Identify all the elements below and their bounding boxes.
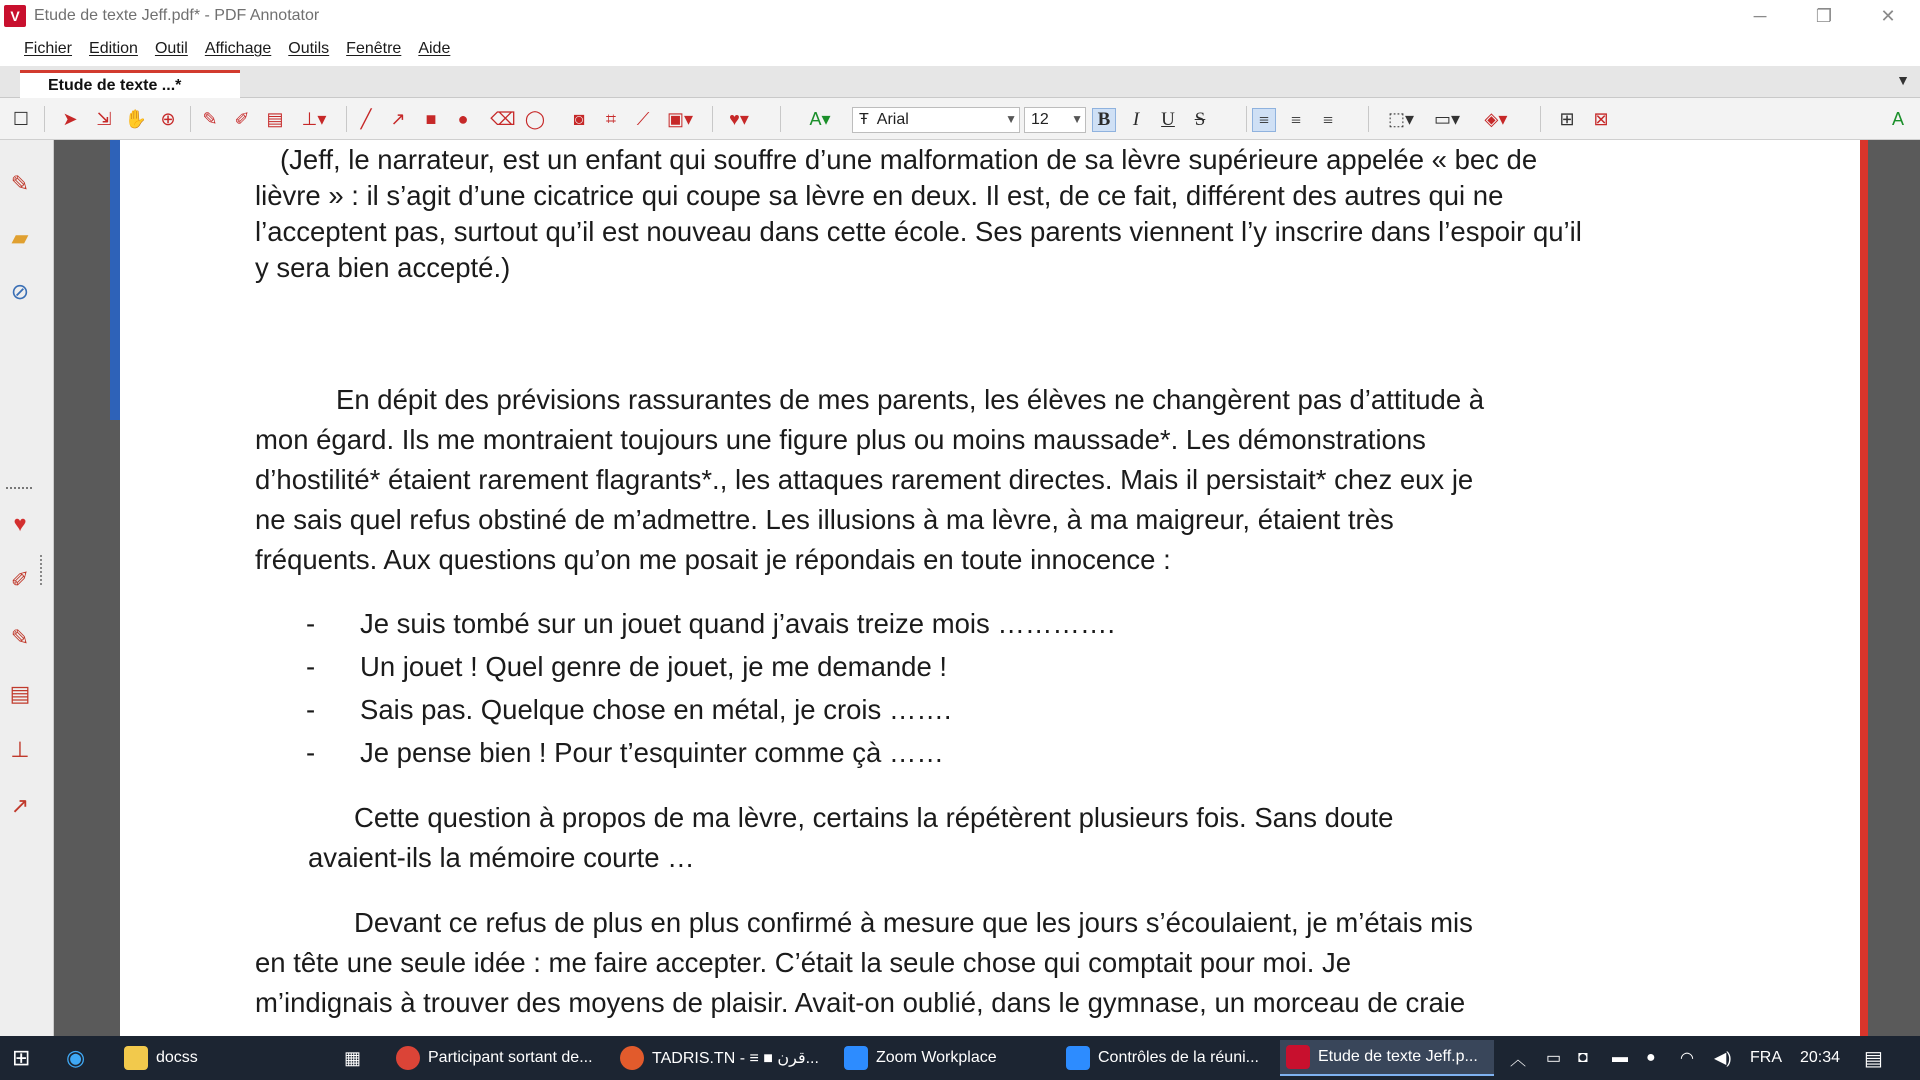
eraser-icon[interactable]: ⌫ (490, 108, 516, 129)
stamp-tool-icon[interactable]: ⊥ (10, 737, 30, 762)
crop-icon[interactable]: ⌗ (605, 108, 617, 129)
toolbar-separator (190, 106, 191, 132)
taskbar-item-docss[interactable] (118, 1040, 338, 1076)
intro-line-4: y sera bien accepté.) (255, 252, 511, 283)
para2-line-1: Cette question à propos de ma lèvre, certains la répétèrent plusieurs fois. Sans doute (354, 802, 1394, 833)
bold-button[interactable]: B (1092, 108, 1116, 132)
menu-edition[interactable]: Edition (89, 40, 138, 57)
para3-line-1: Devant ce refus de plus en plus confirmé à mesure que les jours s’écoulaient, je m’étais mis (354, 907, 1473, 938)
dialogue-line-2: Un jouet ! Quel genre de jouet, je me demande ! (360, 651, 948, 682)
taskbar-item-label: TADRIS.TN - ≡ ■ قرن... (652, 1050, 819, 1067)
page-right-margin-bar (1860, 140, 1868, 1036)
para1-line-4: ne sais quel refus obstiné de m’admettre. Les illusions à ma lèvre, à ma maigreur, étaient très (255, 504, 1394, 535)
text-color-icon[interactable]: A ▾ (809, 108, 831, 129)
strikethrough-button[interactable]: S (1194, 109, 1206, 130)
favorites-heart-icon[interactable]: ♥▾ (729, 108, 749, 129)
sidebar-resize-handle[interactable] (40, 555, 44, 585)
select-text-icon[interactable]: ⇲ (96, 108, 112, 129)
dialogue-line-1: Je suis tombé sur un jouet quand j’avais treize mois …………. (360, 608, 1116, 639)
text-box-tool-icon[interactable]: ▤ (9, 681, 31, 706)
pen-icon[interactable]: ✎ (202, 108, 218, 129)
intro-line-2: lièvre » : il s’agit d’une cicatrice qui coupe sa lèvre en deux. Il est, de ce fait, différent des autres qui ne (255, 180, 1504, 211)
arrow-tool-icon[interactable]: ↗ (10, 793, 30, 818)
window-controls (1728, 0, 1920, 32)
tab-list-dropdown-icon[interactable]: ▼ (1896, 72, 1910, 88)
favorites-heart-icon[interactable]: ♥ (13, 511, 27, 536)
ruler-icon[interactable]: ⟋ (636, 108, 650, 129)
pdf-annotator-icon (1286, 1045, 1310, 1069)
microphone-icon[interactable]: ● (1646, 1049, 1656, 1066)
insert-image-icon[interactable]: ▣▾ (666, 108, 694, 129)
dialogue-dash: - (306, 737, 316, 768)
align-left-icon[interactable]: ≡ (1252, 108, 1276, 132)
taskbar-item-label: Participant sortant de... (428, 1049, 593, 1066)
clear-annotations-icon[interactable]: ⊠ (1593, 108, 1609, 129)
annotation-toolbar (0, 98, 1920, 140)
dialogue-line-3: Sais pas. Quelque chose en métal, je crois ……. (360, 694, 952, 725)
toolbar-separator (44, 106, 45, 132)
font-family-select[interactable] (852, 107, 1020, 133)
line-icon[interactable]: ╱ (360, 108, 372, 129)
tray-overflow-chevron-icon[interactable]: ︿ (1510, 1051, 1527, 1069)
folder-icon[interactable]: ▰ (11, 225, 29, 250)
taskbar-item-label: docss (156, 1049, 198, 1066)
volume-icon[interactable]: ◀) (1714, 1050, 1732, 1067)
para1-line-1: En dépit des prévisions rassurantes de mes parents, les élèves ne changèrent pas d’attitude à (336, 384, 1485, 415)
menu-fenetre[interactable]: Fenêtre (346, 40, 402, 57)
chevron-down-icon: ▼ (1071, 112, 1083, 126)
tray-security-icon[interactable]: ◘ (1578, 1049, 1588, 1066)
font-size-select[interactable] (1024, 107, 1086, 133)
toolbar-separator (780, 106, 781, 132)
menu-outils[interactable]: Outils (288, 40, 330, 57)
menu-fichier[interactable]: Fichier (24, 40, 73, 57)
rectangle-icon[interactable]: ■ (425, 108, 437, 129)
lasso-icon[interactable]: ◯ (524, 108, 546, 129)
toolbar-separator (346, 106, 347, 132)
para1-line-2: mon égard. Ils me montraient toujours une figure plus ou moins maussade*. Les démonstrations (255, 424, 1426, 455)
align-center-icon[interactable]: ≡ (1290, 109, 1302, 130)
calculator-icon[interactable]: ▦ (344, 1047, 362, 1068)
menu-affichage[interactable]: Affichage (204, 40, 272, 57)
taskbar-item-zoom-workplace[interactable] (838, 1040, 1052, 1076)
align-right-icon[interactable]: ≡ (1322, 109, 1334, 130)
page-thumbnail-toggle-icon[interactable]: ☐ (12, 108, 30, 129)
font-family-value: Arial (876, 111, 909, 128)
para3-line-2: en tête une seule idée : me faire accepter. C’était la seule chose qui comptait pour moi. Je (255, 947, 1352, 978)
hand-tool-icon[interactable]: ✋ (124, 108, 148, 129)
taskbar-item-pdf-annotator[interactable] (1280, 1040, 1494, 1076)
toolbar-separator (1540, 106, 1541, 132)
toggle-annotations-icon[interactable]: ⊞ (1559, 108, 1575, 129)
camera-snapshot-icon[interactable]: ◙ (573, 108, 585, 129)
clock-time[interactable]: 20:34 (1800, 1049, 1841, 1066)
properties-panel-icon[interactable]: A (1891, 108, 1904, 129)
font-size-value: 12 (1031, 111, 1049, 128)
select-arrow-icon[interactable]: ➤ (62, 108, 78, 129)
intro-line-3: l’acceptent pas, surtout qu’il est nouveau dans cette école. Ses parents viennent l’y inscrire dans l’espoir qu’il (255, 216, 1582, 247)
para1-line-5: fréquents. Aux questions qu’on me posait je répondais en toute innocence : (255, 544, 1171, 575)
toolbar-separator (1246, 106, 1247, 132)
zoom-icon[interactable]: ⊕ (160, 108, 176, 129)
highlighter-tool-icon[interactable]: ✎ (10, 625, 30, 650)
wifi-icon[interactable]: ◠ (1680, 1050, 1694, 1067)
pen-favorite-icon[interactable]: ✎ (10, 171, 30, 196)
dialogue-line-4: Je pense bien ! Pour t’esquinter comme çà …… (360, 737, 944, 768)
highlighter-icon[interactable]: ✐ (234, 108, 250, 129)
battery-icon[interactable]: ▬ (1612, 1049, 1628, 1066)
minimize-button[interactable]: ─ (1753, 5, 1767, 26)
text-box-icon[interactable]: ▤ (266, 108, 284, 129)
font-type-icon: Ŧ (859, 111, 869, 128)
ellipse-icon[interactable]: ● (457, 108, 469, 129)
taskbar-item-zoom-controls[interactable] (1060, 1040, 1274, 1076)
keyboard-language[interactable]: FRA (1750, 1049, 1782, 1066)
dialogue-dash: - (306, 651, 316, 682)
stamp-icon[interactable]: ⊥▾ (301, 108, 327, 129)
fill-color-icon[interactable]: ◈▾ (1484, 108, 1508, 129)
taskbar-item-chrome[interactable] (390, 1040, 604, 1076)
document-tab-bar (0, 66, 1920, 98)
chevron-down-icon: ▼ (1005, 112, 1017, 126)
restore-button[interactable]: ❐ (1815, 5, 1833, 26)
text-color-glyph: A (809, 108, 822, 129)
page-left-margin-bar (110, 140, 120, 420)
arrow-line-icon[interactable]: ↗ (390, 108, 406, 129)
dialogue-dash: - (306, 694, 316, 725)
para1-line-3: d’hostilité* étaient rarement flagrants*., les attaques rarement directes. Mais il persistait* chez eux je (255, 464, 1474, 495)
frame-style-icon[interactable]: ▭▾ (1433, 108, 1461, 129)
tab-etude-de-texte[interactable]: Etude de texte ...* (20, 70, 240, 98)
toolbar-separator (712, 106, 713, 132)
sidebar-divider (6, 487, 32, 489)
menu-aide[interactable]: Aide (418, 40, 451, 57)
taskbar-item-label: Zoom Workplace (876, 1049, 997, 1066)
underline-button[interactable]: U (1161, 109, 1175, 130)
para2-line-2: avaient-ils la mémoire courte … (308, 842, 695, 873)
taskbar-item-label: Etude de texte Jeff.p... (1318, 1048, 1478, 1065)
browser-icon (620, 1046, 644, 1070)
taskbar-item-label: Contrôles de la réuni... (1098, 1049, 1259, 1066)
para3-line-3: m’indignais à trouver des moyens de plaisir. Avait-on oublié, dans le gymnase, un morceau de craie (255, 987, 1466, 1018)
menu-bar (0, 32, 1920, 66)
pen-tool-icon[interactable]: ✐ (10, 567, 30, 592)
folder-icon (124, 1046, 148, 1070)
border-style-icon[interactable]: ⬚▾ (1387, 108, 1415, 129)
italic-button[interactable]: I (1132, 109, 1140, 130)
pdf-annotator-logo-icon: V (4, 5, 26, 27)
left-sidebar (0, 140, 54, 1036)
taskbar-item-tadris[interactable] (614, 1040, 828, 1076)
menu-outil[interactable]: Outil (154, 40, 188, 57)
tray-meet-icon[interactable]: ▭ (1546, 1050, 1562, 1067)
zoom-icon (1066, 1046, 1090, 1070)
windows-start-icon[interactable]: ⊞ (12, 1045, 31, 1070)
close-button[interactable]: ✕ (1880, 5, 1896, 26)
dialogue-dash: - (306, 608, 316, 639)
chrome-icon (396, 1046, 420, 1070)
window-title: Etude de texte Jeff.pdf* - PDF Annotator (34, 7, 320, 24)
document-viewer[interactable] (54, 140, 1920, 1036)
attachment-paperclip-icon[interactable]: ⊘ (10, 279, 30, 304)
intro-line-1: (Jeff, le narrateur, est un enfant qui souffre d’une malformation de sa lèvre supérieure appelée « bec de (280, 144, 1538, 175)
zoom-icon (844, 1046, 868, 1070)
edge-browser-icon[interactable]: ◉ (66, 1045, 86, 1070)
toolbar-separator (1368, 106, 1369, 132)
pdf-page[interactable] (120, 140, 1860, 1036)
windows-taskbar (0, 1036, 1920, 1080)
title-bar (0, 0, 1920, 32)
notifications-icon[interactable]: ▤ (1864, 1047, 1883, 1070)
